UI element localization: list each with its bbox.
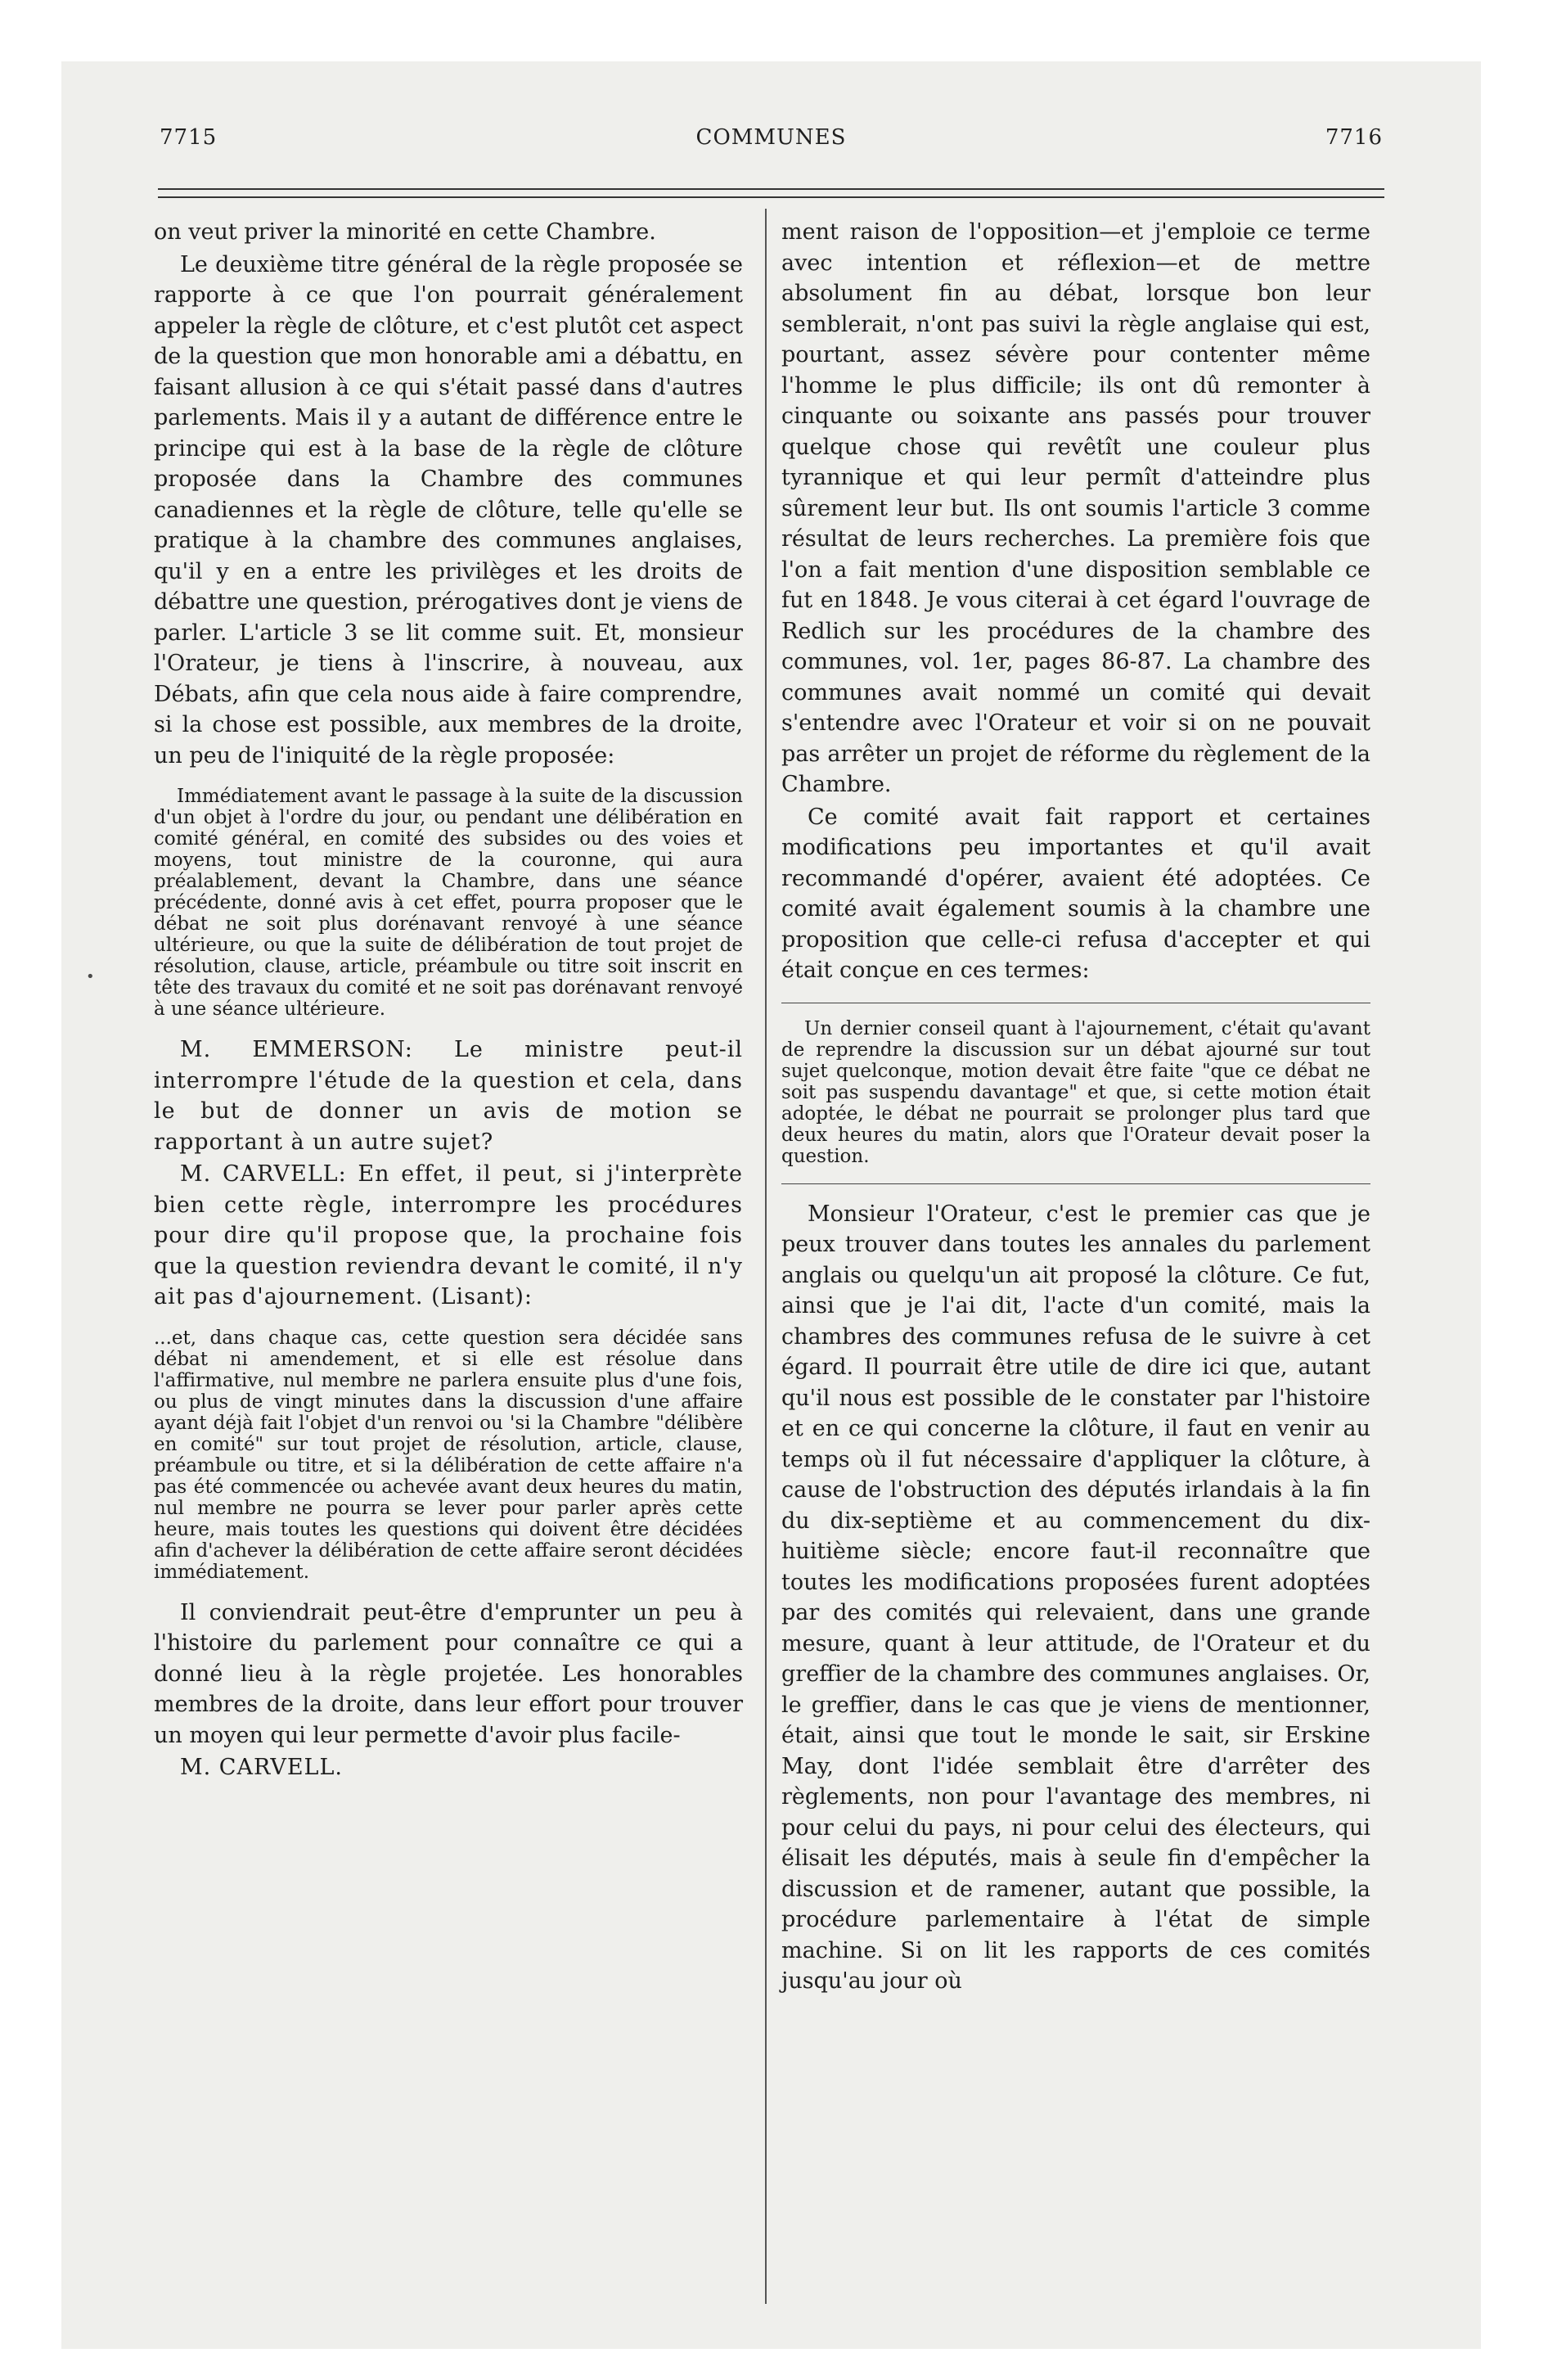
left-column [154, 217, 743, 1783]
right-paragraph-2: Ce comité avait fait rapport et certaines modifications peu importantes et qu'il avait recommandé d'opérer, avaient été adoptées. Ce comité avait également soumis à la chambre une proposition que celle-ci refusa d'accepter et qui était conçue en ces termes: [781, 804, 1370, 983]
right-quote-adjournment: Un dernier conseil quant à l'ajournement, c'était qu'avant de reprendre la discussion sur un débat ajourné sur tout sujet quelconque, motion devait être faite "que ce débat ne soit pas suspendu davantage" et que, si cette motion était adoptée, le débat ne pourrait se prolonger plus tard que deux heures du matin, alors que l'Orateur devait poser la question. [781, 1017, 1370, 1167]
header-double-rule [158, 188, 1384, 198]
right-column [781, 217, 1370, 1997]
running-head [160, 125, 1383, 158]
page-signoff: M. CARVELL. [180, 1755, 343, 1780]
left-quote-continuation: ...et, dans chaque cas, cette question sera décidée sans débat ni amendement, et si elle est résolue dans l'affirmative, nul membre ne parlera ensuite plus d'une fois, ou plus de vingt minutes dans la discussion d'une affaire ayant déjà fait l'objet d'un renvoi ou 'si la Chambre "délibère en comité" sur tout projet de résolution, article, clause, préambule ou titre, et si la délibération de cette affaire n'a pas été commencée ou achevée avant deux heures du matin, nul membre ne pourra se lever pour parler après cette heure, mais toutes les questions qui doivent être décidées afin d'achever la délibération de cette affaire seront décidées immédiatement. [154, 1327, 743, 1583]
page-number-left: 7715 [160, 125, 218, 150]
quote-bottom-rule [781, 1183, 1370, 1184]
left-paragraph-2: Le deuxième titre général de la règle proposée se rapporte à ce que l'on pourrait généralement appeler la règle de clôture, et c'est plutôt cet aspect de la question que mon honorable ami a débattu, en faisant allusion à ce qui s'était passé dans d'autres parlements. Mais il y a autant de différence entre le principe qui est à la base de la règle de clôture proposée dans la Chambre des communes canadiennes et la règle de clôture, telle qu'elle se pratique à la chambre des communes anglaises, qu'il y en a entre les privilèges et les droits de débattre une question, prérogatives dont je viens de parler. L'article 3 se lit comme suit. Et, monsieur l'Orateur, je tiens à l'inscrire, à nouveau, aux Débats, afin que cela nous aide à faire comprendre, si la chose est possible, aux membres de la droite, un peu de l'iniquité de la règle proposée: [154, 251, 743, 769]
carvell-speech: M. CARVELL: En effet, il peut, si j'interprète bien cette règle, interrompre les procédures pour dire qu'il propose que, la prochaine fois que la question reviendra devant le comité, il n'y ait pas d'ajournement. (Lisant): [154, 1161, 743, 1309]
running-title: COMMUNES [695, 125, 847, 150]
right-paragraph-1: ment raison de l'opposition—et j'emploie ce terme avec intention et réflexion—et de mettre absolument fin au débat, lorsque bon leur semblerait, n'ont pas suivi la règle anglaise qui est, pourtant, assez sévère pour contenter même l'homme le plus difficile; ils ont dû remonter à cinquante ou soixante ans passés pour trouver quelque chose qui revêtît une couleur plus tyrannique et qui leur permît d'atteindre plus sûrement leur but. Ils ont soumis l'article 3 comme résultat de leurs recherches. La première fois que l'on a fait mention d'une disposition semblable ce fut en 1848. Je vous citerai à cet égard l'ouvrage de Redlich sur les procédures de la chambre des communes, vol. 1er, pages 86-87. La chambre des communes avait nommé un comité qui devait s'entendre avec l'Orateur et voir si on ne pouvait pas arrêter un projet de réforme du règlement de la Chambre. [781, 219, 1370, 797]
margin-dot-mark: • [86, 968, 95, 985]
page-sheet [61, 61, 1481, 2349]
left-quote-rule-text: Immédiatement avant le passage à la suite de la discussion d'un objet à l'ordre du jour, ou pendant une délibération en comité général, en comité des subsides ou des voies et moyens, tout ministre de la couronne, qui aura préalablement, devant la Chambre, dans une séance précédente, donné avis à cet effet, pourra proposer que le débat ne soit plus dorénavant renvoyé à une séance ultérieure, ou que la suite de délibération de tout projet de résolution, clause, article, préambule ou titre soit inscrit en tête des travaux du comité et ne soit pas dorénavant renvoyé à une séance ultérieure. [154, 786, 743, 1020]
left-paragraph-history: Il conviendrait peut-être d'emprunter un peu à l'histoire du parlement pour connaître ce qui a donné lieu à la règle projetée. Les honorables membres de la droite, dans leur effort pour trouver un moyen qui leur permette d'avoir plus facile- [154, 1599, 743, 1748]
column-divider [765, 209, 767, 2304]
emmerson-speech: M. EMMERSON: Le ministre peut-il interrompre l'étude de la question et cela, dans le but de donner un avis de motion se rapportant à un autre sujet? [154, 1037, 743, 1155]
left-paragraph-1: on veut priver la minorité en cette Chambre. [154, 219, 656, 245]
right-paragraph-3: Monsieur l'Orateur, c'est le premier cas que je peux trouver dans toutes les annales du parlement anglais ou quelqu'un ait proposé la clôture. Ce fut, ainsi que je l'ai dit, l'acte d'un comité, mais la chambres des communes refusa de le suivre à cet égard. Il pourrait être utile de dire ici que, autant qu'il nous est possible de le constater par l'histoire et en ce qui concerne la clôture, il faut en venir au temps où il fut nécessaire d'appliquer la clôture, à cause de l'obstruction des députés irlandais à la fin du dix-septième et au commencement du dix-huitième siècle; encore faut-il reconnaître que toutes les modifications proposées furent adoptées par des comités qui relevaient, dans une grande mesure, quant à leur attitude, de l'Orateur et du greffier de la chambre des communes anglaises. Or, le greffier, dans le cas que je viens de mentionner, était, ainsi que tout le monde le sait, sir Erskine May, dont l'idée semblait être d'arrêter des règlements, non pour l'avantage des membres, ni pour celui du pays, ni pour celui des électeurs, qui élisait les députés, mais à seule fin d'empêcher la discussion et de ramener, autant que possible, la procédure parlementaire à l'état de simple machine. Si on lit les rapports de ces comités jusqu'au jour où [781, 1201, 1370, 1994]
page-number-right: 7716 [1325, 125, 1383, 150]
